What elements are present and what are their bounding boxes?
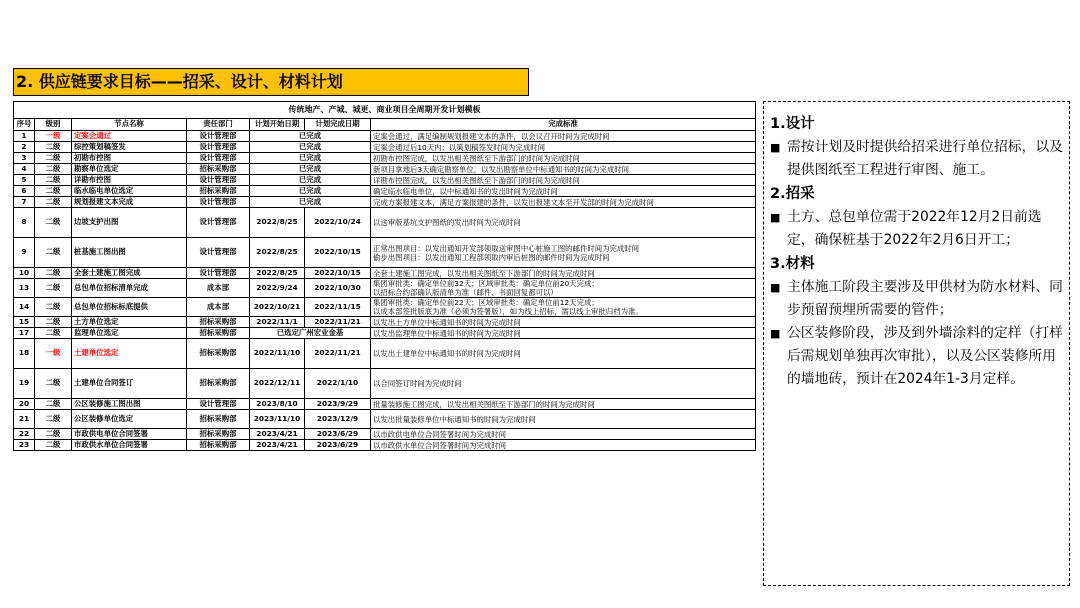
cell-end-date: 已完成 <box>250 153 371 164</box>
cell-standard: 定案会通过，满足编制规划报建文本的条件，以会议召开时间为完成时间 <box>371 131 756 142</box>
cell-department: 设计管理部 <box>187 399 250 410</box>
cell-node-name: 详勘布控图 <box>72 175 187 186</box>
cell-end-date: 2022/10/15 <box>305 238 371 268</box>
cell-department: 招标采购部 <box>187 429 250 440</box>
cell-node-name: 定案会通过 <box>72 131 187 142</box>
square-bullet-icon: ■ <box>770 211 781 224</box>
notes-bullet-text: 主体施工阶段主要涉及甲供材为防水材料、同步预留预埋所需要的管件； <box>787 279 1063 318</box>
cell-no: 2 <box>14 142 35 153</box>
table-row <box>14 317 756 328</box>
cell-level: 二级 <box>35 440 72 451</box>
cell-department: 设计管理部 <box>187 131 250 142</box>
cell-end-date: 2022/11/21 <box>305 339 371 369</box>
cell-level: 二级 <box>35 429 72 440</box>
table-row <box>14 369 756 399</box>
table-row <box>14 279 756 298</box>
cell-node-name: 公区装修单位选定 <box>72 410 187 429</box>
cell-no: 4 <box>14 164 35 175</box>
table-row <box>14 131 756 142</box>
notes-bullet-text: 公区装修阶段，涉及到外墙涂料的定样（打样后需规划单独再次审批），以及公区装修所用的墙地砖，预计在2024年1-3月定样。 <box>787 325 1063 387</box>
cell-no: 1 <box>14 131 35 142</box>
table-row <box>14 142 756 153</box>
cell-department: 招标采购部 <box>187 440 250 451</box>
cell-end-date: 2022/10/24 <box>305 208 371 238</box>
cell-no: 17 <box>14 328 35 339</box>
table-row <box>14 328 756 339</box>
cell-level: 二级 <box>35 164 72 175</box>
table-row <box>14 164 756 175</box>
cell-standard: 以市政供水单位合同签署时间为完成时间 <box>371 440 756 451</box>
cell-level: 二级 <box>35 268 72 279</box>
cell-department: 设计管理部 <box>187 208 250 238</box>
table-row <box>14 268 756 279</box>
cell-end-date: 2023/6/29 <box>305 440 371 451</box>
cell-level: 二级 <box>35 197 72 208</box>
cell-level: 二级 <box>35 399 72 410</box>
header-level: 级别 <box>35 119 72 131</box>
section-title: 2. 供应链要求目标——招采、设计、材料计划 <box>13 68 529 96</box>
header-department: 责任部门 <box>187 119 250 131</box>
cell-node-name: 临水临电单位选定 <box>72 186 187 197</box>
cell-node-name: 土建单位合同签订 <box>72 369 187 399</box>
plan-table <box>13 101 756 451</box>
cell-no: 22 <box>14 429 35 440</box>
cell-start-date: 2023/8/10 <box>250 399 305 410</box>
notes-bullet <box>770 276 1063 322</box>
cell-end-date: 2022/10/15 <box>305 268 371 279</box>
cell-no: 13 <box>14 279 35 298</box>
cell-start-date: 2023/4/21 <box>250 429 305 440</box>
cell-level: 二级 <box>35 208 72 238</box>
cell-end-date: 已完成 <box>250 197 371 208</box>
cell-level: 二级 <box>35 328 72 339</box>
cell-no: 6 <box>14 186 35 197</box>
cell-department: 设计管理部 <box>187 142 250 153</box>
notes-heading: 1.设计 <box>770 116 815 132</box>
table-row <box>14 410 756 429</box>
notes-heading: 2.招采 <box>770 186 815 202</box>
cell-level: 二级 <box>35 317 72 328</box>
cell-department: 设计管理部 <box>187 197 250 208</box>
cell-end-date: 已完成 <box>250 186 371 197</box>
cell-node-name: 桩基施工图出图 <box>72 238 187 268</box>
cell-standard: 详勘布控图完成，以发出相关图纸至下游部门的时间为完成时间 <box>371 175 756 186</box>
cell-no: 18 <box>14 339 35 369</box>
cell-start-date: 2023/11/10 <box>250 410 305 429</box>
cell-standard: 初勘布控图完成，以发出相关图纸至下游部门的时间为完成时间 <box>371 153 756 164</box>
table-row <box>14 298 756 317</box>
cell-node-name: 总包单位招标标底提供 <box>72 298 187 317</box>
cell-no: 3 <box>14 153 35 164</box>
table-row <box>14 238 756 268</box>
cell-node-name: 公区装修施工图出图 <box>72 399 187 410</box>
cell-start-date: 2022/8/25 <box>250 208 305 238</box>
cell-no: 5 <box>14 175 35 186</box>
cell-department: 设计管理部 <box>187 268 250 279</box>
notes-heading: 3.材料 <box>770 256 815 272</box>
header-no: 序号 <box>14 119 35 131</box>
cell-level: 一级 <box>35 131 72 142</box>
cell-node-name: 市政供水单位合同签署 <box>72 440 187 451</box>
cell-no: 14 <box>14 298 35 317</box>
cell-start-date: 2022/9/24 <box>250 279 305 298</box>
table-row <box>14 339 756 369</box>
cell-end-date: 2022/11/21 <box>305 317 371 328</box>
cell-node-name: 初勘布控图 <box>72 153 187 164</box>
square-bullet-icon: ■ <box>770 327 781 340</box>
cell-start-date: 2022/8/25 <box>250 238 305 268</box>
cell-end-date: 2022/1/10 <box>305 369 371 399</box>
table-row <box>14 399 756 410</box>
cell-standard: 以发出批量装修单位中标通知书的时间为完成时间 <box>371 410 756 429</box>
cell-no: 15 <box>14 317 35 328</box>
cell-end-date: 2023/6/29 <box>305 429 371 440</box>
notes-bullet-text: 需按计划及时提供给招采进行单位招标，以及提供图纸至工程进行审图、施工。 <box>787 139 1063 178</box>
cell-department: 成本部 <box>187 298 250 317</box>
notes-bullet <box>770 206 1063 252</box>
cell-end-date: 已完成 <box>250 142 371 153</box>
cell-level: 二级 <box>35 175 72 186</box>
cell-standard: 新项目拿地后3天确定勘察单位，以发出勘察单位中标通知书的时间为完成时间 <box>371 164 756 175</box>
cell-node-name: 规划报建文本完成 <box>72 197 187 208</box>
cell-end-date: 2022/10/30 <box>305 279 371 298</box>
cell-department: 成本部 <box>187 279 250 298</box>
cell-start-date: 2022/12/11 <box>250 369 305 399</box>
cell-level: 二级 <box>35 298 72 317</box>
notes-panel <box>763 101 1070 586</box>
cell-no: 23 <box>14 440 35 451</box>
cell-node-name: 全套土建施工图完成 <box>72 268 187 279</box>
table-row <box>14 440 756 451</box>
cell-level: 二级 <box>35 153 72 164</box>
table-row <box>14 429 756 440</box>
cell-end-date: 已选定广州宏业金基 <box>250 328 371 339</box>
cell-standard: 以市政供电单位合同签署时间为完成时间 <box>371 429 756 440</box>
cell-level: 二级 <box>35 369 72 399</box>
cell-department: 招标采购部 <box>187 164 250 175</box>
cell-standard: 以发出土方单位中标通知书的时间为完成时间 <box>371 317 756 328</box>
cell-standard: 以送审版基坑支护图纸的发出时间为完成时间 <box>371 208 756 238</box>
cell-no: 7 <box>14 197 35 208</box>
cell-no: 21 <box>14 410 35 429</box>
table-row <box>14 153 756 164</box>
cell-standard: 确定临水临电单位，以中标通知书的发出时间为完成时间 <box>371 186 756 197</box>
cell-level: 二级 <box>35 410 72 429</box>
cell-start-date: 2022/11/10 <box>250 339 305 369</box>
cell-no: 8 <box>14 208 35 238</box>
cell-end-date: 2023/12/9 <box>305 410 371 429</box>
header-node-name: 节点名称 <box>72 119 187 131</box>
cell-start-date: 2022/10/21 <box>250 298 305 317</box>
cell-end-date: 已完成 <box>250 175 371 186</box>
table-row <box>14 208 756 238</box>
cell-level: 二级 <box>35 279 72 298</box>
cell-node-name: 市政供电单位合同签署 <box>72 429 187 440</box>
cell-start-date: 2022/11/1 <box>250 317 305 328</box>
header-start-date: 计划开始日期 <box>250 119 305 131</box>
table-header-row <box>14 119 756 131</box>
cell-start-date: 2022/8/25 <box>250 268 305 279</box>
cell-node-name: 总包单位招标清单完成 <box>72 279 187 298</box>
cell-level: 二级 <box>35 186 72 197</box>
cell-end-date: 2022/11/15 <box>305 298 371 317</box>
cell-standard: 以发出土建单位中标通知书的时间为完成时间 <box>371 339 756 369</box>
cell-no: 9 <box>14 238 35 268</box>
cell-no: 20 <box>14 399 35 410</box>
cell-standard: 集团审批类：确定单位前22天；区域审批类：确定单位前12天完成； 以成本部签批版底为准（必须为签署版），如为线上招标，需以线上审批归档为准。 <box>371 298 756 317</box>
cell-level: 二级 <box>35 142 72 153</box>
cell-standard: 全套土建施工图完成，以发出相关图纸至下游部门的时间为完成时间 <box>371 268 756 279</box>
cell-no: 10 <box>14 268 35 279</box>
cell-standard: 定案会通过后10天内；以策划稿签发时间为完成时间 <box>371 142 756 153</box>
plan-table-container <box>13 101 755 451</box>
cell-department: 招标采购部 <box>187 317 250 328</box>
cell-level: 一级 <box>35 339 72 369</box>
cell-node-name: 综控策划稿签发 <box>72 142 187 153</box>
cell-node-name: 土建单位选定 <box>72 339 187 369</box>
cell-standard: 以合同签订时间为完成时间 <box>371 369 756 399</box>
cell-department: 招标采购部 <box>187 369 250 399</box>
cell-node-name: 边坡支护出图 <box>72 208 187 238</box>
cell-department: 招标采购部 <box>187 186 250 197</box>
cell-end-date: 已完成 <box>250 164 371 175</box>
cell-standard: 完成方案报建文本，满足方案报建的条件，以发出报建文本至开发部的时间为完成时间 <box>371 197 756 208</box>
cell-node-name: 勘察单位选定 <box>72 164 187 175</box>
cell-end-date: 2023/9/29 <box>305 399 371 410</box>
cell-standard: 集团审批类：确定单位前32天；区域审批类：确定单位前20天完成； 以招标合约部确认版清单为准（邮件、书面回复都可以） <box>371 279 756 298</box>
cell-department: 招标采购部 <box>187 339 250 369</box>
cell-standard: 正常出图项目：以发出通知开发部领取送审图中心桩施工图的邮件时间为完成时间 偷步出图项目：以发出通知工程部领取内审后桩图的邮件时间为完成时间 <box>371 238 756 268</box>
table-caption: 传统地产、产城、城更、商业项目全周期开发计划模板 <box>14 102 756 119</box>
cell-start-date: 2023/4/21 <box>250 440 305 451</box>
square-bullet-icon: ■ <box>770 141 781 154</box>
cell-department: 招标采购部 <box>187 328 250 339</box>
cell-no: 19 <box>14 369 35 399</box>
cell-department: 设计管理部 <box>187 238 250 268</box>
cell-standard: 以发出监理单位中标通知书的时间为完成时间 <box>371 328 756 339</box>
header-end-date: 计划完成日期 <box>305 119 371 131</box>
cell-node-name: 监理单位选定 <box>72 328 187 339</box>
notes-bullet-text: 土方、总包单位需于2022年12月2日前选定，确保桩基于2022年2月6日开工； <box>787 209 1042 248</box>
cell-department: 招标采购部 <box>187 410 250 429</box>
table-row <box>14 197 756 208</box>
cell-department: 设计管理部 <box>187 153 250 164</box>
cell-end-date: 已完成 <box>250 131 371 142</box>
table-row <box>14 175 756 186</box>
square-bullet-icon: ■ <box>770 281 781 294</box>
cell-node-name: 土方单位选定 <box>72 317 187 328</box>
table-row <box>14 186 756 197</box>
cell-level: 二级 <box>35 238 72 268</box>
cell-department: 设计管理部 <box>187 175 250 186</box>
notes-bullet <box>770 322 1063 391</box>
notes-bullet <box>770 136 1063 182</box>
cell-standard: 批量装修施工图完成，以发出相关图纸至下游部门的时间为完成时间 <box>371 399 756 410</box>
header-standard: 完成标准 <box>371 119 756 131</box>
